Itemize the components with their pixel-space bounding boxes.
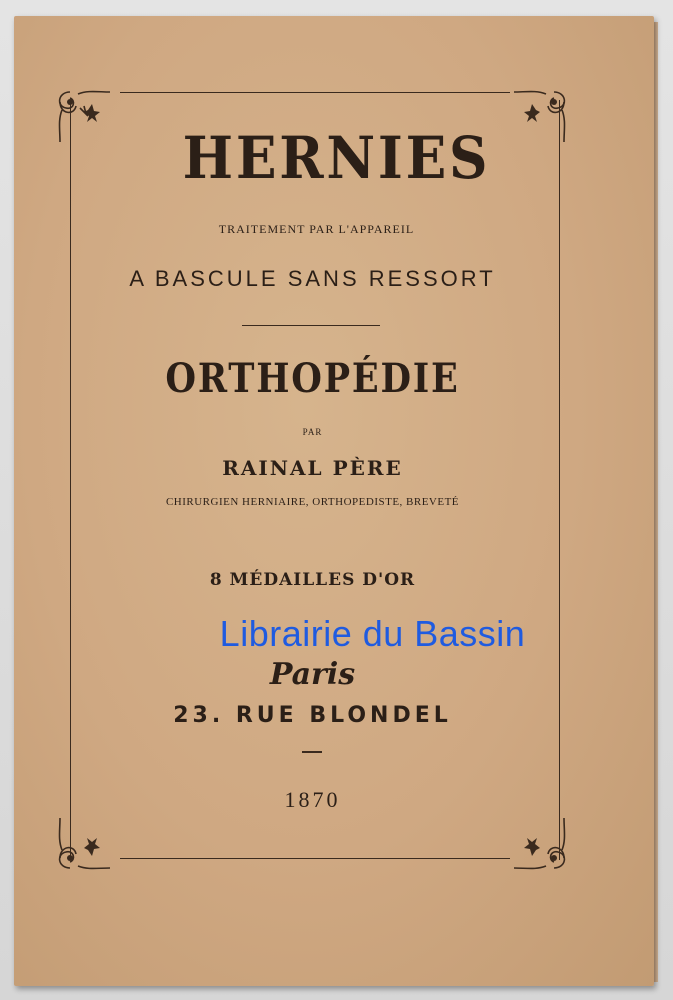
- author-profession: CHIRURGIEN HERNIAIRE, ORTHOPEDISTE, BREVETÉ: [165, 496, 460, 508]
- medals-line: 8 MÉDAILLES D'OR: [209, 570, 416, 590]
- publisher-address: 23. RUE BLONDEL: [173, 703, 452, 728]
- treatment-subtitle: TRAITEMENT PAR L'APPAREIL: [218, 222, 415, 236]
- publication-city: Paris: [269, 657, 356, 692]
- flourish-ornament-icon: [506, 810, 576, 880]
- section-divider: [242, 325, 380, 326]
- section-title: ORTHOPÉDIE: [165, 355, 460, 402]
- frame-top-rule: [120, 92, 510, 93]
- publication-year: 1870: [284, 787, 341, 812]
- flourish-ornament-icon: [48, 810, 118, 880]
- cover-frame: [70, 100, 560, 860]
- short-dash: [302, 751, 322, 753]
- by-label: PAR: [302, 427, 323, 437]
- device-subtitle: A BASCULE SANS RESSORT: [129, 266, 496, 291]
- cover-title: HERNIES: [182, 124, 491, 192]
- frame-bottom-rule: [120, 858, 510, 859]
- bookseller-watermark: Librairie du Bassin: [219, 613, 526, 654]
- author-name: RAINAL PÈRE: [222, 456, 403, 480]
